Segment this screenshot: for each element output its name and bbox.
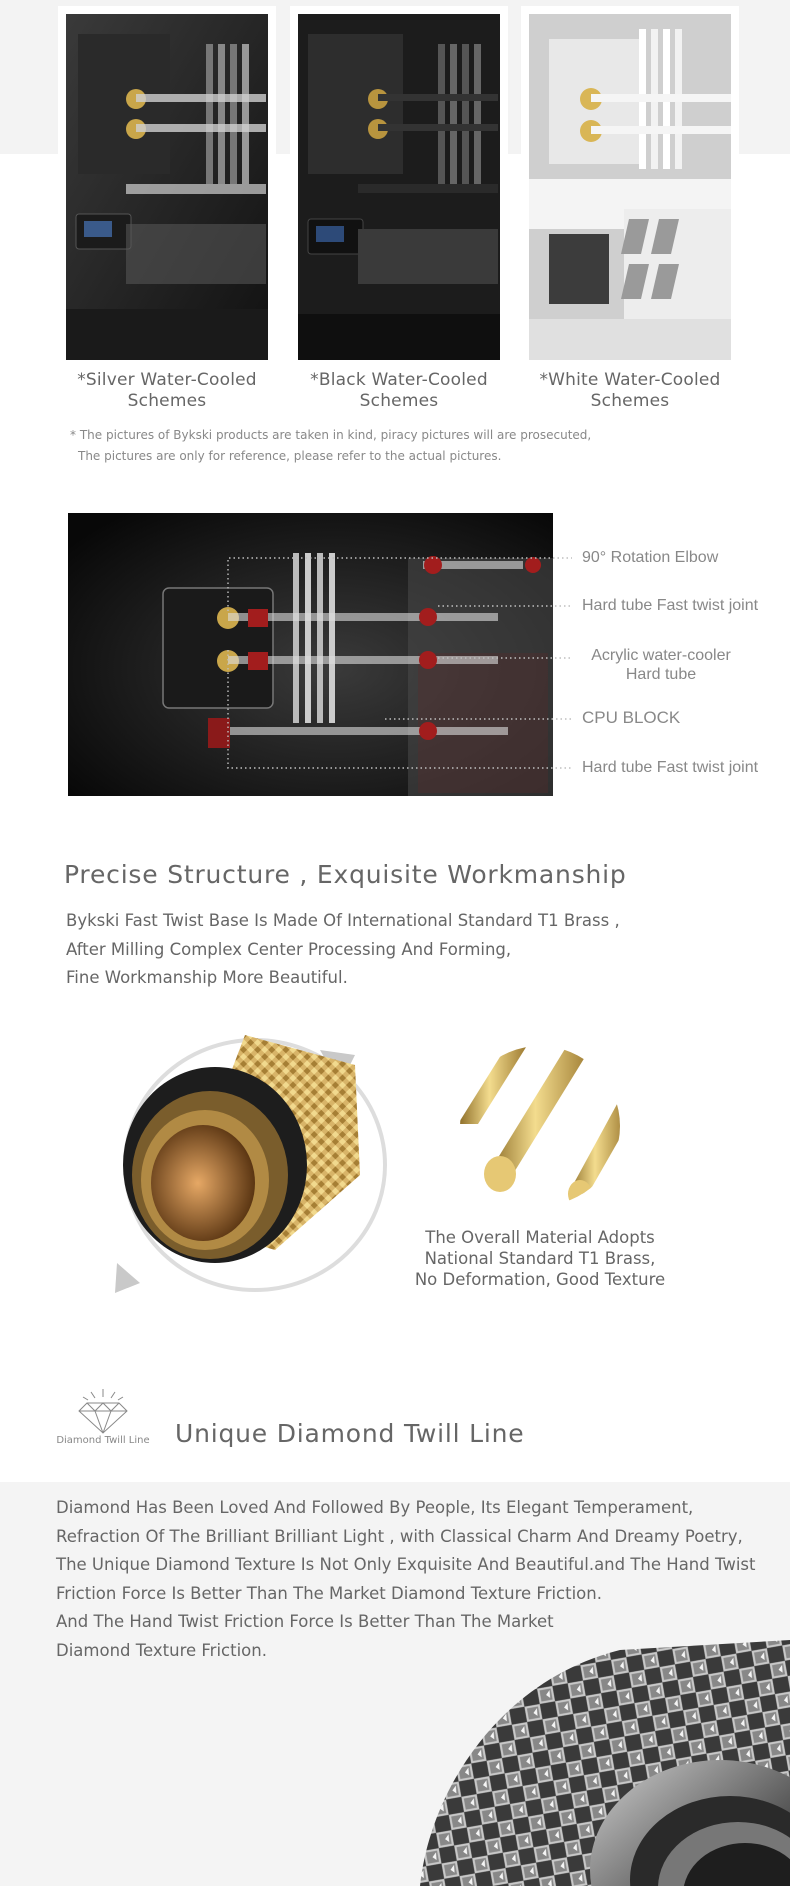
caption-line: Schemes <box>590 391 670 411</box>
material-line: National Standard T1 Brass, <box>424 1249 656 1268</box>
structure-line: Fine Workmanship More Beautiful. <box>66 968 348 987</box>
caption-line: Schemes <box>127 391 207 411</box>
material-line: The Overall Material Adopts <box>425 1228 655 1247</box>
diamond-line: Diamond Texture Friction. <box>56 1640 267 1660</box>
brass-rods-image <box>458 1044 623 1209</box>
material-line: No Deformation, Good Texture <box>414 1270 666 1289</box>
diamond-line: Diamond Has Been Loved And Followed By People, Its Elegant Temperament, <box>56 1498 694 1517</box>
structure-line: After Milling Complex Center Processing And Forming, <box>66 939 512 959</box>
diamond-title: Unique Diamond Twill Line <box>175 1419 525 1448</box>
label-cpu-block: CPU BLOCK <box>582 708 681 727</box>
caption-line: *White Water-Cooled <box>539 370 721 390</box>
diamond-line: The Unique Diamond Texture Is Not Only Exquisite And Beautiful.and The Hand Twist <box>56 1555 756 1574</box>
diamond-line: Refraction Of The Brilliant Brilliant Light , with Classical Charm And Dreamy Poetry, <box>56 1526 743 1546</box>
material-text <box>400 1227 680 1290</box>
knurled-ring-image <box>410 1640 790 1886</box>
label-acrylic-water-cooler <box>576 646 746 684</box>
brass-fitting-image <box>95 1025 395 1315</box>
note-line: The pictures are only for reference, please refer to the actual pictures. <box>78 449 502 463</box>
diamond-logo-text: Diamond Twill Line <box>56 1435 150 1446</box>
label-rotation-elbow: 90° Rotation Elbow <box>582 549 719 566</box>
diamond-line: Friction Force Is Better Than The Market Diamond Texture Friction. <box>56 1583 602 1603</box>
diamond-text <box>56 1494 755 1665</box>
caption-line: Schemes <box>359 391 439 411</box>
structure-text <box>66 907 620 993</box>
structure-title: Precise Structure , Exquisite Workmanship <box>64 860 627 889</box>
diamond-logo <box>48 1385 158 1450</box>
label-line: Hard tube <box>625 666 697 683</box>
diamond-line: And The Hand Twist Friction Force Is Better Than The Market <box>56 1612 554 1631</box>
caption-line: *Silver Water-Cooled <box>77 370 257 390</box>
label-fast-twist-joint-2: Hard tube Fast twist joint <box>582 759 759 776</box>
structure-line: Bykski Fast Twist Base Is Made Of International Standard T1 Brass , <box>66 911 620 930</box>
note-line: * The pictures of Bykski products are taken in kind, piracy pictures will are prosecuted, <box>70 428 592 442</box>
label-fast-twist-joint-1: Hard tube Fast twist joint <box>582 597 759 614</box>
caption-line: *Black Water-Cooled <box>310 370 488 390</box>
label-line: Acrylic water-cooler <box>591 647 731 664</box>
diamond-icon <box>73 1385 133 1435</box>
